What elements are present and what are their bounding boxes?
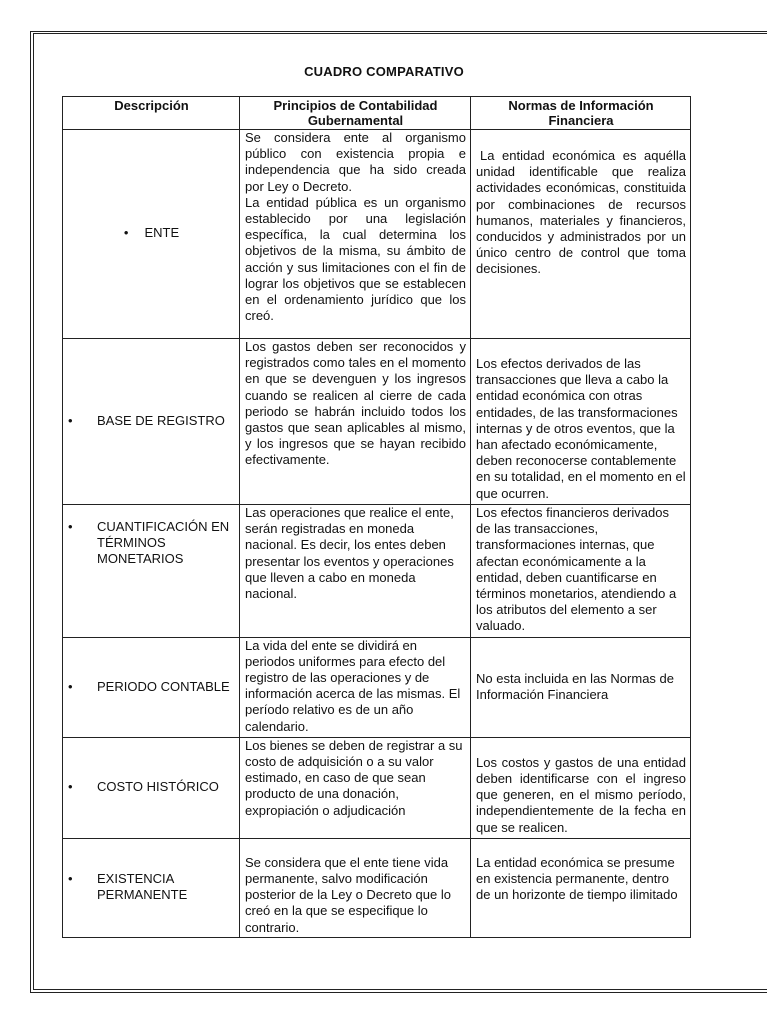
table-row	[63, 737, 691, 838]
bullet-icon: •	[123, 225, 129, 241]
normas-paragraph: No esta incluida en las Normas de Información Financiera	[476, 670, 674, 702]
header-descripcion: Descripción	[63, 97, 240, 130]
normas-cell	[471, 339, 691, 505]
principios-cell	[240, 130, 471, 339]
table-row	[63, 838, 691, 937]
principios-paragraph: Los gastos deben ser reconocidos y registrados como tales en el momento en que se devenguen y los ingresos cuando se realicen al cierre de cada periodo se habrán incluido todos los gastos que sean aplicables al mismo, y los ingresos que se hayan recibido efectivamente.	[245, 339, 466, 468]
normas-cell	[471, 637, 691, 737]
row-label: EXISTENCIA PERMANENTE	[97, 871, 188, 903]
principios-paragraph: Se considera ente al organismo público con existencia propia e independencia que ha sido creada por Ley o Decreto.	[245, 130, 466, 194]
normas-cell	[471, 505, 691, 638]
bullet-icon: •	[68, 871, 73, 887]
comparison-table	[62, 96, 691, 938]
table-row	[63, 505, 691, 638]
bullet-icon: •	[68, 678, 73, 694]
principios-cell	[240, 737, 471, 838]
normas-paragraph: Los efectos derivados de las transacciones que lleva a cabo la entidad económica con otras entidades, de las transformaciones internas y de otros eventos, que la han afectado económicamente, deben reconocerse contablemente en su totalidad, en el momento en el que ocurren.	[476, 356, 686, 501]
row-label: CUANTIFICACIÓN EN TÉRMINOS MONETARIOS	[97, 519, 230, 567]
row-label-cell	[63, 737, 240, 838]
header-principios: Principios de Contabilidad Gubernamental	[240, 97, 471, 130]
row-label: BASE DE REGISTRO	[97, 412, 225, 428]
normas-paragraph: La entidad económica es aquélla unidad identificable que realiza actividades económicas, constituida por combinaciones de recursos humanos, materiales y financieros, conducidos y administrados por un único centro de control que toma decisiones.	[476, 148, 686, 277]
row-label-cell	[63, 505, 240, 638]
normas-cell	[471, 737, 691, 838]
normas-cell	[471, 838, 691, 937]
row-label: PERIODO CONTABLE	[97, 678, 230, 694]
principios-paragraph: Se considera que el ente tiene vida permanente, salvo modificación posterior de la Ley o Decreto que lo creó en la que se especifique lo contrario.	[245, 854, 451, 935]
normas-cell	[471, 130, 691, 339]
normas-paragraph: Los costos y gastos de una entidad deben identificarse con el ingreso que generen, en el mismo período, independientemente de la fecha en que se realicen.	[476, 754, 686, 835]
principios-cell	[240, 637, 471, 737]
principios-paragraph: La vida del ente se dividirá en periodos uniformes para efecto del registro de las operaciones y de información acerca de las mismas. El período relativo es de un año calendario.	[245, 637, 461, 734]
row-label-cell	[63, 838, 240, 937]
principios-cell	[240, 339, 471, 505]
normas-paragraph: Los efectos financieros derivados de las transacciones, transformaciones internas, que afectan económicamente a la entidad, deben cuantificarse en términos monetarios, atendiendo a los atributos del elemento a ser valuado.	[476, 505, 677, 634]
principios-paragraph: Los bienes se deben de registrar a su costo de adquisición o a su valor estimado, en caso de que sean producto de una donación, expropiación o adjudicación	[245, 737, 463, 818]
table-row	[63, 130, 691, 339]
table-row	[63, 339, 691, 505]
bullet-icon: •	[68, 412, 73, 428]
row-label-cell	[63, 130, 240, 339]
principios-paragraph: Las operaciones que realice el ente, serán registradas en moneda nacional. Es decir, los entes deben presentar los eventos y operaciones que lleven a cabo en moneda nacional.	[245, 505, 454, 602]
principios-paragraph: La entidad pública es un organismo establecido por una legislación específica, la cual determina los objetivos de la misma, su ámbito de acción y sus limitaciones con el fin de lograr los objetivos que se establecen en el ordenamiento jurídico que los creó.	[245, 194, 466, 324]
row-label-cell	[63, 339, 240, 505]
document-title: CUADRO COMPARATIVO	[304, 64, 464, 79]
row-label-cell	[63, 637, 240, 737]
header-normas: Normas de Información Financiera	[471, 97, 691, 130]
principios-cell	[240, 505, 471, 638]
table-header-row	[63, 97, 691, 130]
bullet-icon: •	[68, 779, 73, 795]
page-frame-bottom	[30, 992, 767, 993]
table-row	[63, 637, 691, 737]
row-label: COSTO HISTÓRICO	[97, 779, 219, 795]
normas-paragraph: La entidad económica se presume en existencia permanente, dentro de un horizonte de tiempo ilimitado	[476, 854, 678, 903]
row-label: ENTE	[144, 225, 180, 241]
principios-cell	[240, 838, 471, 937]
bullet-icon: •	[68, 519, 73, 534]
